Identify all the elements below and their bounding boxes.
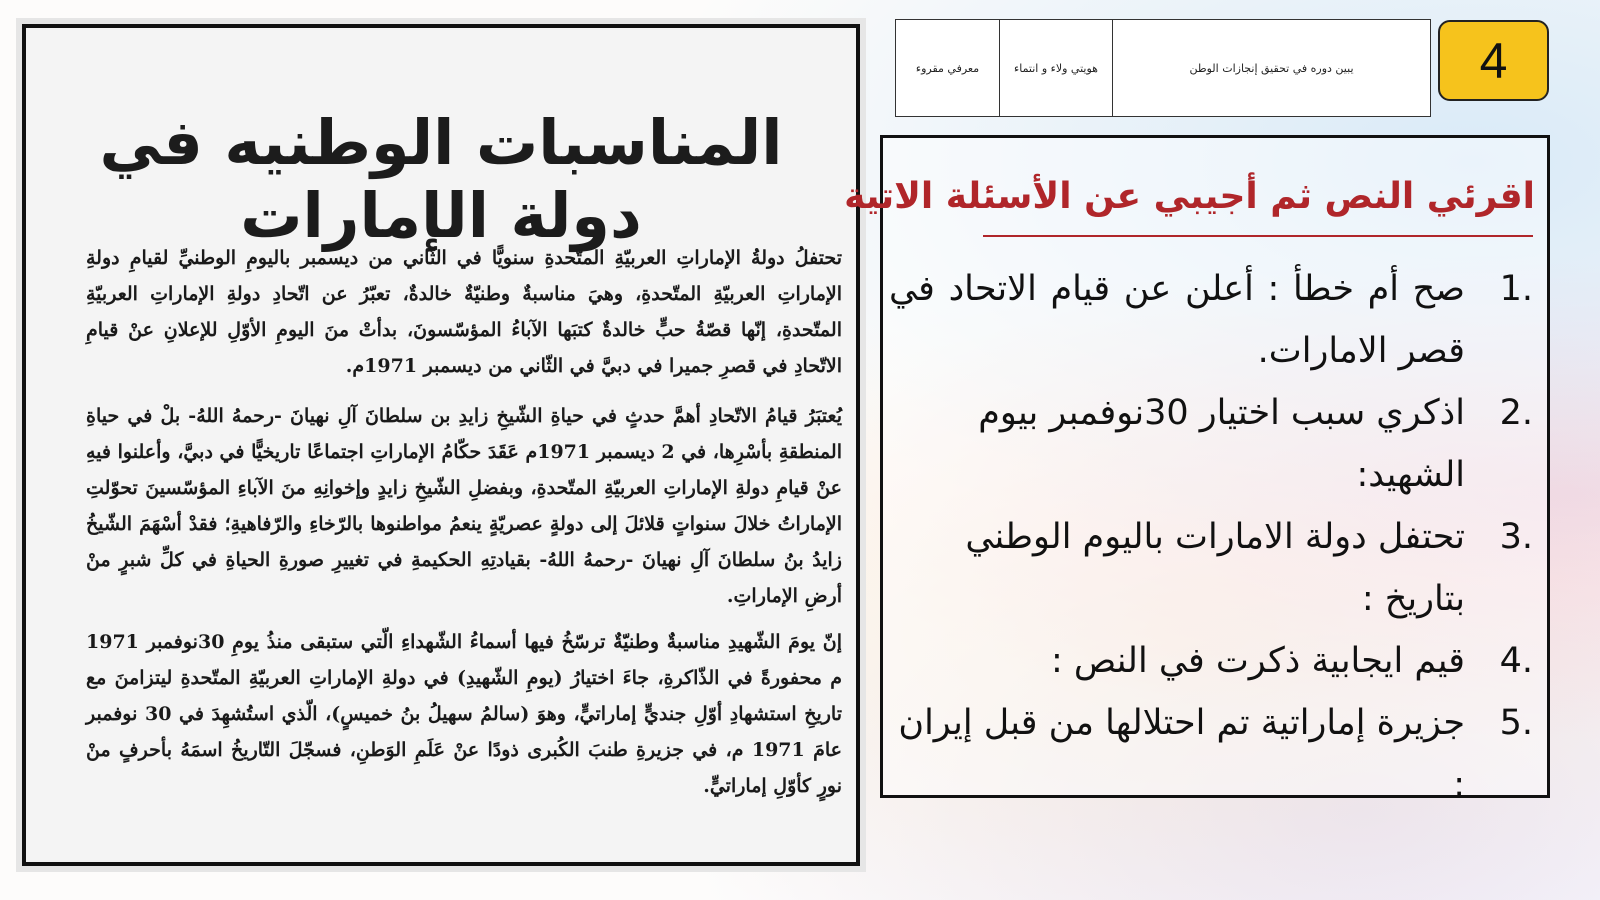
reading-passage-panel [22,24,860,866]
instruction-heading: اقرئي النص ثم أجيبي عن الأسئلة الاتية [844,176,1535,217]
question-text: صح أم خطأ : أعلن عن قيام الاتحاد في قصر الامارات. [889,269,1465,371]
question-item [889,382,1533,506]
question-item [889,506,1533,630]
question-text: تحتفل دولة الامارات باليوم الوطني بتاريخ : [965,517,1465,619]
outcome-cell-achievements: يبين دوره في تحقيق إنجازات الوطن [1112,20,1430,116]
question-number: 1. [1499,269,1533,309]
learning-outcomes-table [895,19,1431,117]
instruction-underline [983,235,1533,237]
lesson-number-badge: 4 [1438,20,1549,101]
article-paragraph-2: يُعتبَرُ قيامُ الاتّحادِ أهمَّ حدثٍ في حياةِ الشّيخِ زايدِ بن سلطانَ آلِ نهيانَ -رحمهُ اللهُ- بلْ في حياةِ المنطقةِ بأسْرِها، في 2 ديسمبر 1971م عَقَدَ حكّامُ الإماراتِ اجتماعًا تاريخيًّا في دبيَّ، وأعلنوا فيهِ عنْ قيامِ دولةِ الإماراتِ العربيّةِ المتّحدةِ، وبفضلِ الشّيخِ زايدٍ وإخوانِهِ منَ الآباءِ المؤسّسينَ تحوّلتِ الإماراتُ خلالَ سنواتٍ قلائلَ إلى دولةٍ عصريّةٍ ينعمُ مواطنوها بالرّخاءِ والرّفاهيةِ؛ فقدْ أسْهَمَ الشّيخُ زايدُ بنُ سلطانَ آلِ نهيانَ -رحمهُ اللهُ- بقيادتِهِ الحكيمةِ في تغييرِ صورةِ الحياةِ في كلِّ شبرٍ منْ أرضِ الإماراتِ. [86,405,842,607]
article-paragraph-3: إنّ يومَ الشّهيدِ مناسبةٌ وطنيّةٌ ترسّخُ فيها أسماءُ الشّهداءِ الّتي ستبقى منذُ يومِ 30نوفمبر 1971 م محفورةً في الذّاكرةِ، جاءَ اختيارُ (يومِ الشّهيدِ) في دولةِ الإماراتِ العربيّةِ المتّحدةِ ليتزامنَ مع تاريخِ استشهادِ أوّلِ جنديٍّ إماراتيٍّ، وهوَ (سالمُ سهيلُ بنُ خميسٍ)، الّذي استُشهِدَ في 30 نوفمبر عامَ 1971 م، في جزيرةِ طنبَ الكُبرى ذودًا عنْ عَلَمِ الوَطنِ، فسجّلَ التّاريخُ اسمَهُ بأحرفٍ منْ نورٍ كأوّلِ إماراتيٍّ. [86,631,842,797]
questions-panel [844,135,1550,805]
question-number: 4. [1499,641,1533,681]
article-paragraph-1: تحتفلُ دولةُ الإماراتِ العربيّةِ المتّحدةِ سنويًّا في الثّاني من ديسمبر باليومِ الوطنيِّ لقيامِ دولةِ الإماراتِ العربيّةِ المتّحدةِ، وهيَ مناسبةٌ وطنيّةٌ خالدةٌ، تعبّرُ عن اتّحادِ دولةِ الإماراتِ العربيّةِ المتّحدةِ، إنّها قصّةُ حبٍّ خالدةٌ كتبَها الآباءُ المؤسّسونَ، بدأتْ منَ اليومِ الأوّلِ للإعلانِ عنْ قيامِ الاتّحادِ في قصرِ جميرا في دبيَّ في الثّاني من ديسمبر 1971م. [86,247,842,377]
question-number: 5. [1499,703,1533,743]
question-item [889,258,1533,382]
question-text: اذكري سبب اختيار 30نوفمبر بيوم الشهيد: [978,393,1465,495]
question-item [889,692,1533,816]
outcome-cell-identity: هويتي ولاء و انتماء [999,20,1112,116]
question-text: جزيرة إماراتية تم احتلالها من قبل إيران : [898,703,1465,805]
outcome-cell-reading: معرفي مقروء [915,61,980,75]
question-number: 3. [1499,517,1533,557]
question-item [889,630,1533,692]
question-text: قيم ايجابية ذكرت في النص : [1050,641,1465,681]
question-list [889,258,1533,816]
question-number: 2. [1499,393,1533,433]
article-title: المناسبات الوطنيه في دولة الإمارات [99,106,783,252]
